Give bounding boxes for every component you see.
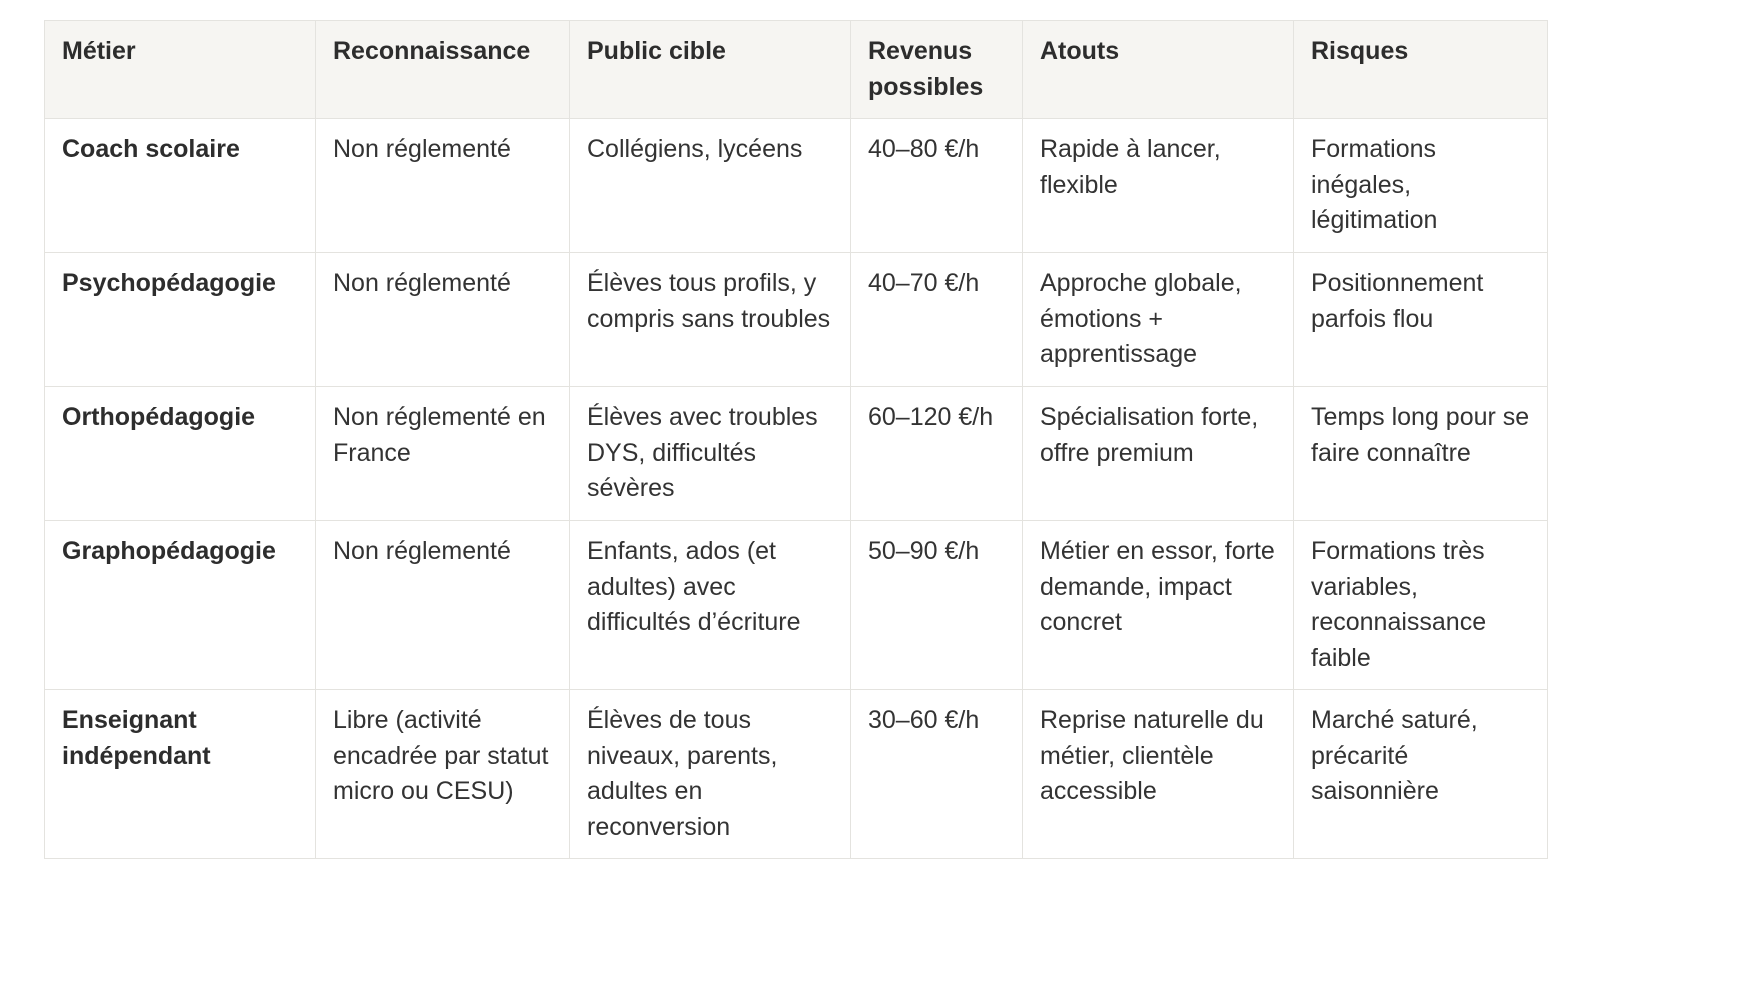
cell-atouts: Spécialisation forte, offre premium [1023, 387, 1294, 521]
cell-revenus: 50–90 €/h [851, 521, 1023, 690]
cell-reconnaissance: Non réglementé [316, 521, 570, 690]
cell-reconnaissance: Non réglementé [316, 119, 570, 253]
cell-risques: Temps long pour se faire connaître [1294, 387, 1548, 521]
cell-metier: Coach scolaire [45, 119, 316, 253]
cell-risques: Marché saturé, précarité saisonnière [1294, 690, 1548, 859]
comparison-table-container [44, 20, 1547, 859]
cell-revenus: 30–60 €/h [851, 690, 1023, 859]
cell-revenus: 40–70 €/h [851, 253, 1023, 387]
comparison-table [44, 20, 1548, 859]
cell-metier: Graphopédagogie [45, 521, 316, 690]
header-row [45, 21, 1548, 119]
table-row [45, 387, 1548, 521]
cell-metier: Psychopédagogie [45, 253, 316, 387]
cell-atouts: Rapide à lancer, flexible [1023, 119, 1294, 253]
table-body [45, 119, 1548, 859]
cell-metier: Enseignant indépendant [45, 690, 316, 859]
header-reconnaissance: Reconnaissance [316, 21, 570, 119]
cell-risques: Positionnement parfois flou [1294, 253, 1548, 387]
cell-revenus: 60–120 €/h [851, 387, 1023, 521]
cell-reconnaissance: Non réglementé [316, 253, 570, 387]
cell-atouts: Approche globale, émotions + apprentissage [1023, 253, 1294, 387]
cell-atouts: Reprise naturelle du métier, clientèle accessible [1023, 690, 1294, 859]
cell-public-cible: Élèves de tous niveaux, parents, adultes en reconversion [570, 690, 851, 859]
cell-risques: Formations très variables, reconnaissance faible [1294, 521, 1548, 690]
cell-public-cible: Enfants, ados (et adultes) avec difficultés d’écriture [570, 521, 851, 690]
header-revenus-possibles: Revenus possibles [851, 21, 1023, 119]
cell-risques: Formations inégales, légitimation [1294, 119, 1548, 253]
table-row [45, 253, 1548, 387]
table-row [45, 521, 1548, 690]
header-risques: Risques [1294, 21, 1548, 119]
cell-reconnaissance: Non réglementé en France [316, 387, 570, 521]
cell-public-cible: Élèves avec troubles DYS, difficultés sévères [570, 387, 851, 521]
table-row [45, 690, 1548, 859]
cell-reconnaissance: Libre (activité encadrée par statut micro ou CESU) [316, 690, 570, 859]
header-public-cible: Public cible [570, 21, 851, 119]
cell-revenus: 40–80 €/h [851, 119, 1023, 253]
table-header [45, 21, 1548, 119]
cell-public-cible: Élèves tous profils, y compris sans troubles [570, 253, 851, 387]
header-metier: Métier [45, 21, 316, 119]
header-atouts: Atouts [1023, 21, 1294, 119]
cell-metier: Orthopédagogie [45, 387, 316, 521]
table-row [45, 119, 1548, 253]
cell-atouts: Métier en essor, forte demande, impact concret [1023, 521, 1294, 690]
cell-public-cible: Collégiens, lycéens [570, 119, 851, 253]
